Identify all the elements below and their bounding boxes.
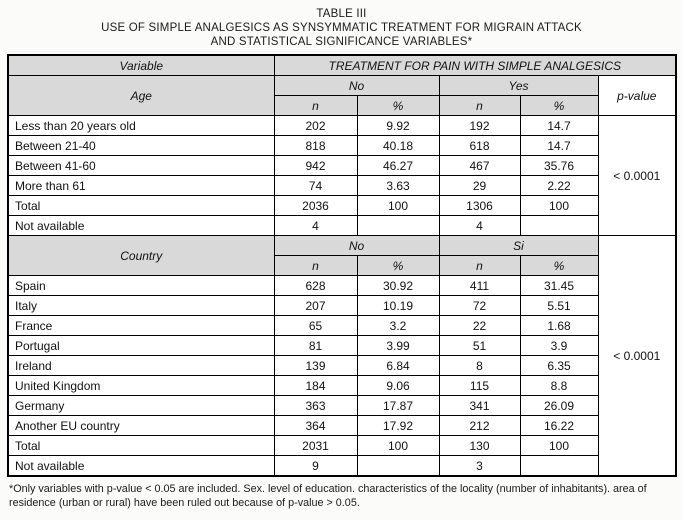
age-row-no-pct: 3.63 bbox=[357, 176, 439, 196]
age-row-yes-n: 4 bbox=[439, 216, 520, 236]
table-row bbox=[8, 436, 676, 456]
country-row-no-pct: 10.19 bbox=[357, 296, 439, 316]
analgesics-table bbox=[7, 54, 677, 477]
country-row-si-pct: 3.9 bbox=[520, 336, 598, 356]
country-row-si-pct: 5.51 bbox=[520, 296, 598, 316]
country-no-header: No bbox=[274, 236, 439, 256]
table-row bbox=[8, 116, 676, 136]
country-row-label: Total bbox=[8, 436, 274, 456]
treatment-header-cell: TREATMENT FOR PAIN WITH SIMPLE ANALGESICS bbox=[274, 55, 676, 76]
country-no-n-header: n bbox=[274, 256, 357, 276]
country-row-no-pct: 17.92 bbox=[357, 416, 439, 436]
country-row-no-pct: 3.99 bbox=[357, 336, 439, 356]
age-row-no-n: 818 bbox=[274, 136, 357, 156]
country-row-si-n: 411 bbox=[439, 276, 520, 296]
table-title-block bbox=[7, 7, 676, 49]
table-row bbox=[8, 376, 676, 396]
table-row bbox=[8, 136, 676, 156]
table-row bbox=[8, 196, 676, 216]
country-row-si-pct: 6.35 bbox=[520, 356, 598, 376]
age-row-label: Between 41-60 bbox=[8, 156, 274, 176]
age-no-n-header: n bbox=[274, 96, 357, 116]
age-row-no-pct: 9.92 bbox=[357, 116, 439, 136]
country-row-si-n: 130 bbox=[439, 436, 520, 456]
country-row-si-n: 212 bbox=[439, 416, 520, 436]
age-row-yes-pct: 14.7 bbox=[520, 116, 598, 136]
age-row-yes-pct: 35.76 bbox=[520, 156, 598, 176]
age-header-row bbox=[8, 76, 676, 96]
country-row-label: Germany bbox=[8, 396, 274, 416]
age-row-label: Between 21-40 bbox=[8, 136, 274, 156]
table-row bbox=[8, 356, 676, 376]
country-row-si-pct bbox=[520, 456, 598, 477]
table-footnote: *Only variables with p-value < 0.05 are included. Sex. level of education. characteristics of the locality (number of inhabitants). area of residence (urban or rural) have been ruled out because of p-value > 0.05. bbox=[9, 483, 647, 509]
country-p-value: < 0.0001 bbox=[598, 236, 676, 477]
age-row-no-n: 2036 bbox=[274, 196, 357, 216]
age-row-label: Not available bbox=[8, 216, 274, 236]
country-row-label: Italy bbox=[8, 296, 274, 316]
table-row bbox=[8, 396, 676, 416]
country-row-label: Portugal bbox=[8, 336, 274, 356]
country-row-no-n: 9 bbox=[274, 456, 357, 477]
table-row bbox=[8, 156, 676, 176]
country-row-no-pct: 100 bbox=[357, 436, 439, 456]
table-row bbox=[8, 316, 676, 336]
age-row-no-n: 202 bbox=[274, 116, 357, 136]
country-row-label: Another EU country bbox=[8, 416, 274, 436]
country-row-si-n: 22 bbox=[439, 316, 520, 336]
age-row-label: Total bbox=[8, 196, 274, 216]
country-row-no-n: 628 bbox=[274, 276, 357, 296]
age-row-no-pct: 40.18 bbox=[357, 136, 439, 156]
country-row-si-n: 8 bbox=[439, 356, 520, 376]
country-no-pct-header: % bbox=[357, 256, 439, 276]
table-title-line1: USE OF SIMPLE ANALGESICS AS SYNSYMMATIC TREATMENT FOR MIGRAIN ATTACK bbox=[101, 22, 582, 34]
country-row-si-n: 3 bbox=[439, 456, 520, 477]
country-row-si-pct: 16.22 bbox=[520, 416, 598, 436]
age-row-no-pct: 100 bbox=[357, 196, 439, 216]
country-row-no-pct: 6.84 bbox=[357, 356, 439, 376]
age-row-no-pct bbox=[357, 216, 439, 236]
country-row-no-n: 207 bbox=[274, 296, 357, 316]
age-row-no-n: 74 bbox=[274, 176, 357, 196]
age-row-label: Less than 20 years old bbox=[8, 116, 274, 136]
country-row-no-n: 139 bbox=[274, 356, 357, 376]
country-section-label: Country bbox=[8, 236, 274, 276]
age-row-yes-pct: 100 bbox=[520, 196, 598, 216]
table-row bbox=[8, 176, 676, 196]
country-row-no-n: 364 bbox=[274, 416, 357, 436]
country-row-label: Ireland bbox=[8, 356, 274, 376]
country-row-no-pct bbox=[357, 456, 439, 477]
country-row-si-pct: 100 bbox=[520, 436, 598, 456]
country-row-si-n: 341 bbox=[439, 396, 520, 416]
table-row bbox=[8, 276, 676, 296]
country-row-label: United Kingdom bbox=[8, 376, 274, 396]
age-yes-n-header: n bbox=[439, 96, 520, 116]
age-row-yes-n: 467 bbox=[439, 156, 520, 176]
country-row-no-pct: 30.92 bbox=[357, 276, 439, 296]
country-si-header: Si bbox=[439, 236, 598, 256]
age-yes-header: Yes bbox=[439, 76, 598, 96]
age-row-yes-n: 29 bbox=[439, 176, 520, 196]
country-row-si-n: 72 bbox=[439, 296, 520, 316]
country-row-si-pct: 8.8 bbox=[520, 376, 598, 396]
table-row bbox=[8, 296, 676, 316]
p-value-header: p-value bbox=[598, 76, 676, 116]
age-row-yes-n: 1306 bbox=[439, 196, 520, 216]
age-row-no-pct: 46.27 bbox=[357, 156, 439, 176]
table-row bbox=[8, 456, 676, 477]
header-row-top bbox=[8, 55, 676, 76]
country-row-label: Spain bbox=[8, 276, 274, 296]
country-row-no-n: 363 bbox=[274, 396, 357, 416]
country-row-si-n: 51 bbox=[439, 336, 520, 356]
age-row-yes-n: 618 bbox=[439, 136, 520, 156]
age-row-yes-n: 192 bbox=[439, 116, 520, 136]
age-section-label: Age bbox=[8, 76, 274, 116]
table-row bbox=[8, 416, 676, 436]
age-yes-pct-header: % bbox=[520, 96, 598, 116]
country-row-no-pct: 3.2 bbox=[357, 316, 439, 336]
country-si-pct-header: % bbox=[520, 256, 598, 276]
age-row-yes-pct bbox=[520, 216, 598, 236]
country-header-row bbox=[8, 236, 676, 256]
country-row-si-n: 115 bbox=[439, 376, 520, 396]
age-row-label: More than 61 bbox=[8, 176, 274, 196]
age-row-no-n: 4 bbox=[274, 216, 357, 236]
age-p-value: < 0.0001 bbox=[598, 116, 676, 236]
table-title-line2: AND STATISTICAL SIGNIFICANCE VARIABLES* bbox=[210, 36, 473, 48]
country-row-no-n: 65 bbox=[274, 316, 357, 336]
age-row-yes-pct: 14.7 bbox=[520, 136, 598, 156]
country-row-label: France bbox=[8, 316, 274, 336]
country-row-si-pct: 1.68 bbox=[520, 316, 598, 336]
country-row-no-pct: 17.87 bbox=[357, 396, 439, 416]
table-number: TABLE III bbox=[316, 8, 367, 20]
table-row bbox=[8, 336, 676, 356]
age-row-no-n: 942 bbox=[274, 156, 357, 176]
country-row-no-n: 81 bbox=[274, 336, 357, 356]
country-si-n-header: n bbox=[439, 256, 520, 276]
country-row-label: Not available bbox=[8, 456, 274, 477]
age-row-yes-pct: 2.22 bbox=[520, 176, 598, 196]
country-row-no-n: 184 bbox=[274, 376, 357, 396]
table-row bbox=[8, 216, 676, 236]
country-row-no-pct: 9.06 bbox=[357, 376, 439, 396]
age-no-pct-header: % bbox=[357, 96, 439, 116]
country-row-si-pct: 26.09 bbox=[520, 396, 598, 416]
variable-header-cell: Variable bbox=[8, 55, 274, 76]
country-row-no-n: 2031 bbox=[274, 436, 357, 456]
age-no-header: No bbox=[274, 76, 439, 96]
country-row-si-pct: 31.45 bbox=[520, 276, 598, 296]
